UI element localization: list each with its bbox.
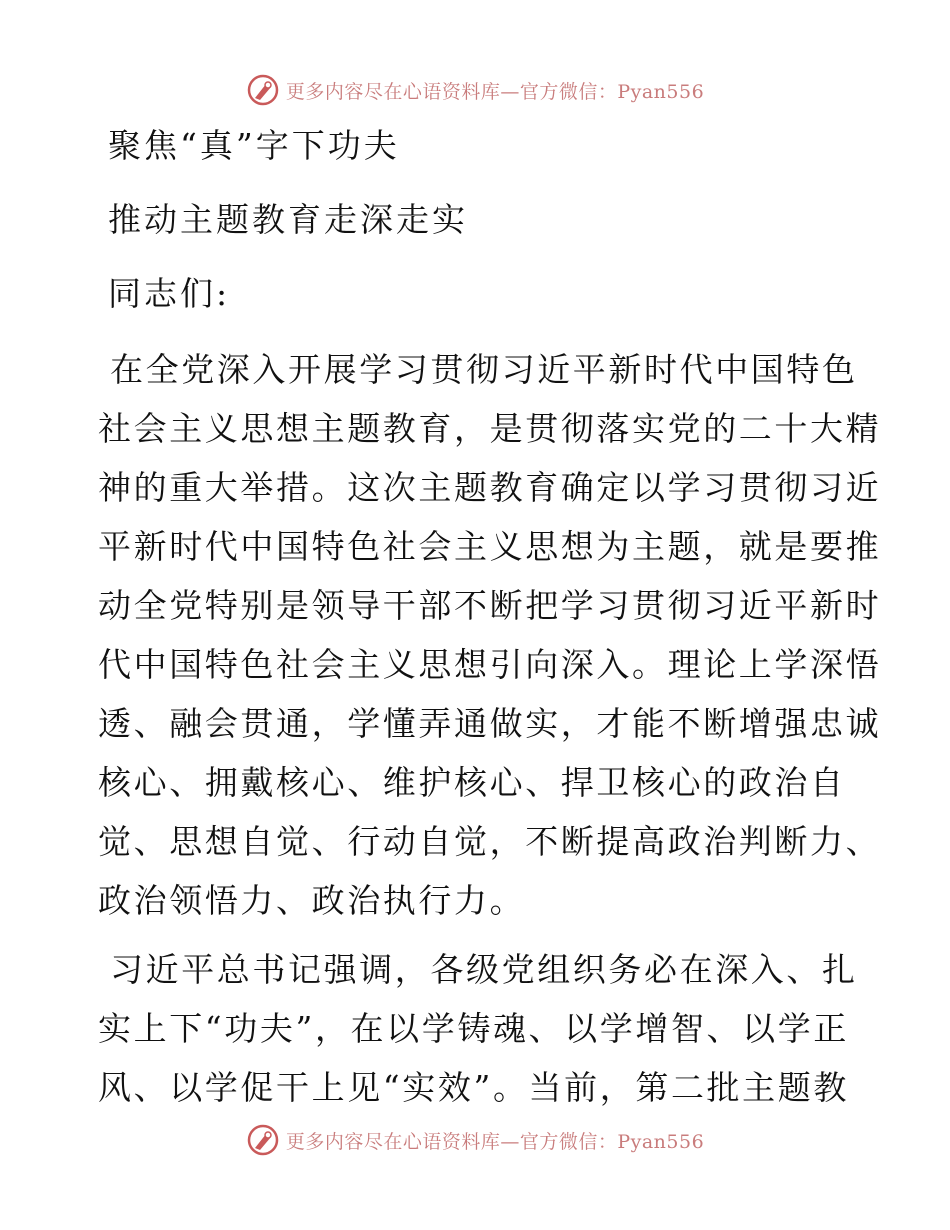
watermark-text: 更多内容尽在心语资料库—官方微信：Pyan556 (285, 1130, 705, 1153)
paragraph-line: 动全党特别是领导干部不断把学习贯彻习近平新时 (98, 586, 882, 625)
paragraph-line: 政治领悟力、政治执行力。 (98, 881, 526, 920)
paragraph-line: 在全党深入开展学习贯彻习近平新时代中国特色 (110, 350, 858, 389)
paragraph-line: 社会主义思想主题教育，是贯彻落实党的二十大精 (98, 409, 882, 448)
paragraph-line: 核心、拥戴核心、维护核心、捍卫核心的政治自 (98, 763, 846, 802)
paragraph-line: 实上下“功夫”，在以学铸魂、以学增智、以学正 (98, 1009, 849, 1048)
watermark-footer (0, 1120, 950, 1160)
pen-nib-logo-icon (246, 1123, 280, 1157)
paragraph-line: 习近平总书记强调，各级党组织务必在深入、扎 (110, 950, 858, 989)
paragraph-2 (98, 940, 858, 1117)
document-subtitle: 推动主题教育走深走实 (108, 200, 468, 239)
paragraph-1 (98, 340, 882, 930)
paragraph-line: 觉、思想自觉、行动自觉，不断提高政治判断力、 (98, 822, 882, 861)
paragraph-line: 神的重大举措。这次主题教育确定以学习贯彻习近 (98, 468, 882, 507)
paragraph-line: 透、融会贯通，学懂弄通做实，才能不断增强忠诚 (98, 704, 882, 743)
salutation: 同志们: (108, 274, 231, 313)
paragraph-line: 风、以学促干上见“实效”。当前，第二批主题教 (98, 1068, 849, 1107)
watermark-text: 更多内容尽在心语资料库—官方微信：Pyan556 (285, 80, 705, 103)
paragraph-line: 代中国特色社会主义思想引向深入。理论上学深悟 (98, 645, 882, 684)
pen-nib-logo-icon (246, 73, 280, 107)
document-title: 聚焦“真”字下功夫 (108, 126, 400, 165)
paragraph-line: 平新时代中国特色社会主义思想为主题，就是要推 (98, 527, 882, 566)
watermark-header (0, 70, 950, 110)
